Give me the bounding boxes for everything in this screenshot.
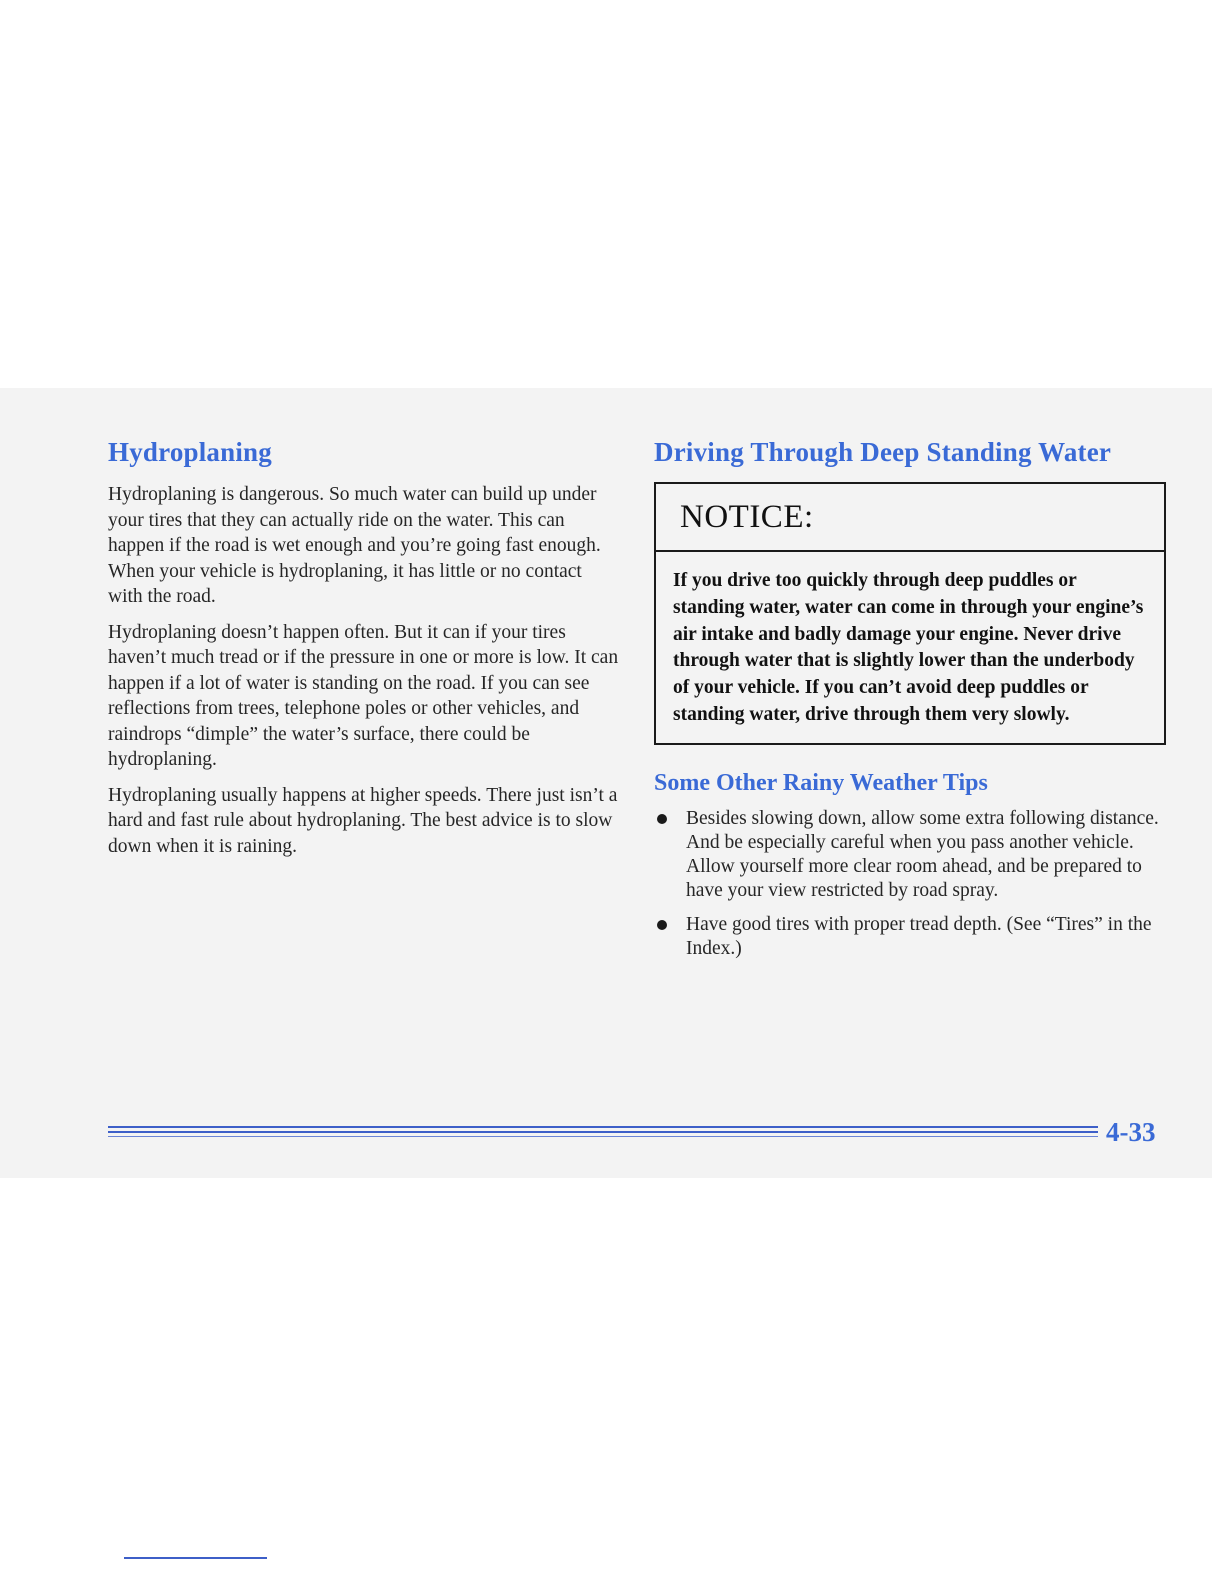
list-item-text: Have good tires with proper tread depth. (See “Tires” in the Index.) [686, 913, 1152, 959]
deep-water-heading: Driving Through Deep Standing Water [654, 437, 1112, 467]
page-number: 4-33 [1106, 1117, 1156, 1147]
list-item [654, 913, 1166, 961]
bullet-icon [657, 814, 667, 824]
hydroplaning-section [108, 434, 620, 869]
bottom-rule-mark [124, 1557, 267, 1559]
footer-rule [108, 1126, 1098, 1140]
hydroplaning-paragraph-2: Hydroplaning doesn’t happen often. But it can if your tires haven’t much tread or if the pressure in one or more is low. It can happen if a lot of water is standing on the road. If you can see reflections from trees, telephone poles or other vehicles, and raindrops “dimple” the water’s surface, there could be hydroplaning. [108, 621, 619, 770]
list-item-text: Besides slowing down, allow some extra following distance. And be especially careful when you pass another vehicle. Allow yourself more clear room ahead, and be prepared to have your view restricted by road spray. [686, 807, 1159, 901]
notice-box [654, 482, 1166, 745]
list-item [654, 807, 1166, 903]
notice-label: NOTICE: [680, 498, 814, 535]
hydroplaning-heading: Hydroplaning [108, 437, 272, 467]
bullet-icon [657, 920, 667, 930]
rainy-tips-heading: Some Other Rainy Weather Tips [654, 769, 988, 796]
deep-water-section [654, 434, 1166, 971]
notice-text: If you drive too quickly through deep puddles or standing water, water can come in through your engine’s air intake and badly damage your engine. Never drive through water that is slightly lower than the underbody of your vehicle. If you can’t avoid deep puddles or standing water, drive through them very slowly. [673, 570, 1144, 725]
hydroplaning-paragraph-3: Hydroplaning usually happens at higher speeds. There just isn’t a hard and fast rule about hydroplaning. The best advice is to slow down when it is raining. [108, 784, 618, 857]
notice-header [656, 484, 1164, 552]
hydroplaning-paragraph-1: Hydroplaning is dangerous. So much water can build up under your tires that they can actually ride on the water. This can happen if the road is wet enough and you’re going fast enough. When your vehicle is hydroplaning, it has little or no contact with the road. [108, 484, 601, 607]
rainy-tips-list [654, 807, 1166, 961]
